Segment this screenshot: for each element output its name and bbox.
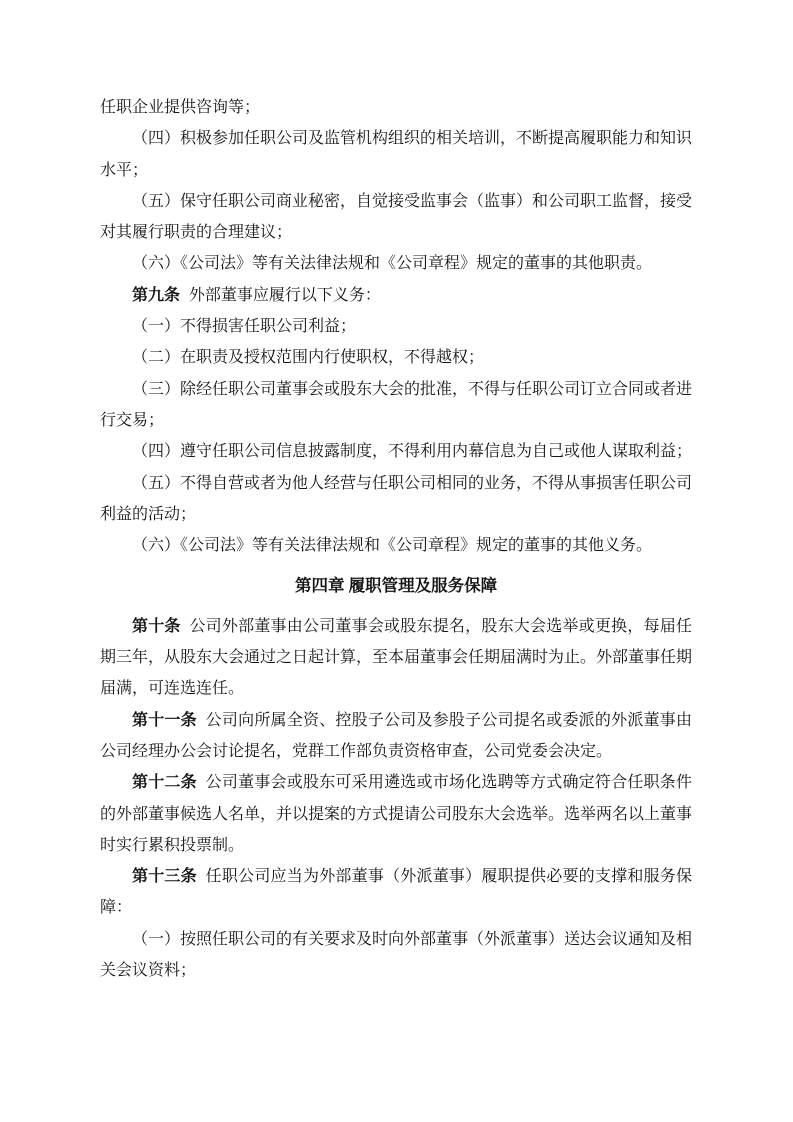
paragraph (100, 924, 692, 987)
paragraph-text: （三）除经任职公司董事会或股东大会的批准，不得与任职公司订立合同或者进行交易； (100, 380, 693, 429)
paragraph (100, 123, 692, 186)
paragraph (100, 530, 692, 561)
document-content (100, 92, 692, 986)
paragraph-text: 任职企业提供咨询等； (100, 99, 261, 116)
paragraph-text: （一）不得损害任职公司利益； (132, 318, 357, 336)
paragraph-text: 公司向所属全资、控股子公司及参股子公司提名或委派的外派董事由公司经理办公会讨论提名，党群工作部负责资格审查，公司党委会决定。 (100, 711, 692, 760)
article-number-label: 第十一条 (132, 711, 197, 729)
paragraph-text: （一）按照任职公司的有关要求及时向外部董事（外派董事）送达会议通知及相关会议资料； (100, 930, 693, 980)
paragraph-text: 外部董事应履行以下义务： (188, 286, 381, 304)
article-number-label: 第十条 (132, 617, 181, 635)
paragraph-text: 任职公司应当为外部董事（外派董事）履职提供必要的支撑和服务保障： (100, 868, 692, 917)
paragraph (100, 248, 692, 279)
paragraph-article-10 (100, 611, 692, 705)
paragraph (100, 92, 692, 123)
paragraph-article-9 (100, 280, 692, 311)
paragraph-text: （二）在职责及授权范围内行使职权，不得越权； (132, 349, 485, 367)
paragraph-text: 公司外部董事由公司董事会或股东提名，股东大会选举或更换，每届任期三年，从股东大会通过之日起计算，至本届董事会任期届满时为止。外部董事任期届满，可连选连任。 (100, 617, 693, 698)
chapter-heading: 第四章 履职管理及服务保障 (294, 576, 498, 596)
paragraph-article-11 (100, 705, 692, 768)
paragraph (100, 186, 692, 249)
paragraph (100, 342, 692, 373)
paragraph-text: 公司董事会或股东可采用遴选或市场化选聘等方式确定符合任职条件的外部董事候选人名单，并以提案的方式提请公司股东大会选举。选举两名以上董事时实行累积投票制。 (100, 774, 693, 854)
article-number-label: 第十三条 (132, 868, 197, 886)
paragraph (100, 468, 692, 531)
paragraph-text: （六）《公司法》等有关法律法规和《公司章程》规定的董事的其他义务。 (132, 537, 653, 555)
paragraph-article-12 (100, 767, 692, 861)
paragraph-article-13 (100, 861, 692, 924)
article-number-label: 第九条 (132, 286, 181, 304)
paragraph-text: （六）《公司法》等有关法律法规和《公司章程》规定的董事的其他职责。 (132, 255, 653, 273)
paragraph (100, 311, 692, 342)
paragraph (100, 374, 692, 437)
paragraph-text: （四）积极参加任职公司及监管机构组织的相关培训，不断提高履职能力和知识水平； (100, 130, 693, 179)
paragraph-text: （四）遵守任职公司信息披露制度，不得利用内幕信息为自己或他人谋取利益； (132, 443, 693, 461)
paragraph (100, 436, 692, 467)
article-number-label: 第十二条 (132, 774, 197, 792)
paragraph-text: （五）不得自营或者为他人经营与任职公司相同的业务，不得从事损害任职公司利益的活动； (100, 474, 693, 523)
paragraph-text: （五）保守任职公司商业秘密，自觉接受监事会（监事）和公司职工监督，接受对其履行职责的合理建议； (100, 192, 693, 242)
